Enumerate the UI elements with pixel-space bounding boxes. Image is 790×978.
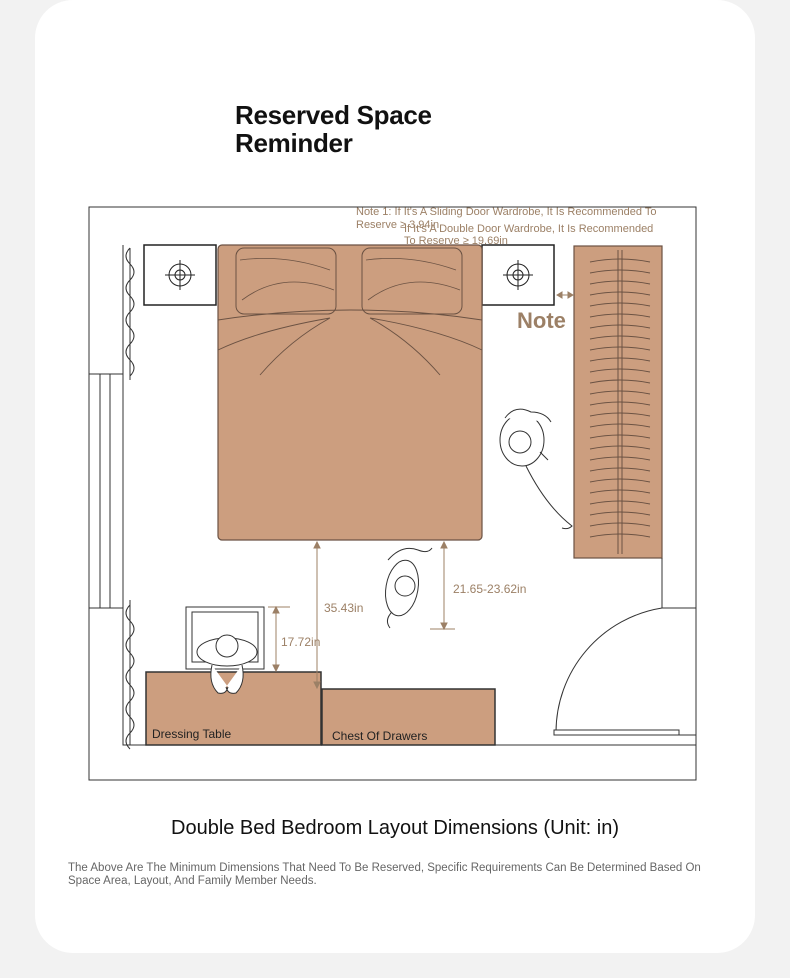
dimension-label-bed-side: 21.65-23.62in xyxy=(453,582,527,596)
nightstand-right xyxy=(482,245,554,305)
nightstand-left xyxy=(144,245,216,305)
double-bed xyxy=(218,245,482,540)
chest-of-drawers-label: Chest Of Drawers xyxy=(332,729,428,743)
wardrobe xyxy=(574,246,662,558)
door xyxy=(554,558,696,735)
person-near-bed xyxy=(381,548,432,628)
note-label: Note xyxy=(517,308,566,333)
dimension-bed-side xyxy=(430,542,455,629)
note1-line1: Note 1: If It's A Sliding Door Wardrobe, It Is Recommended To xyxy=(356,206,657,218)
title-line-2: Reminder xyxy=(235,128,353,158)
wardrobe-gap-arrow xyxy=(557,292,573,298)
dimension-label-dressing: 17.72in xyxy=(281,635,321,649)
title-line-1: Reserved Space xyxy=(235,100,432,130)
dressing-table xyxy=(146,607,321,745)
dimension-bed-to-drawers xyxy=(314,542,320,688)
dimension-label-bed-to-drawers: 35.43in xyxy=(324,601,364,615)
note2-line2: To Reserve ≥ 19.69in xyxy=(404,235,508,247)
window xyxy=(89,374,123,608)
note1-line2: Reserve ≥ 3.94in xyxy=(356,219,440,231)
footnote: The Above Are The Minimum Dimensions That Need To Be Reserved, Specific Requirements Can Be Determined Based On Space Area, Layout, And Family Member Needs. xyxy=(68,862,701,887)
person-near-wardrobe xyxy=(500,409,572,529)
note2-line1: If It's A Double Door Wardrobe, It Is Recommended xyxy=(404,223,654,235)
dressing-table-label: Dressing Table xyxy=(152,727,232,741)
diagram-caption: Double Bed Bedroom Layout Dimensions (Unit: in) xyxy=(171,817,619,839)
